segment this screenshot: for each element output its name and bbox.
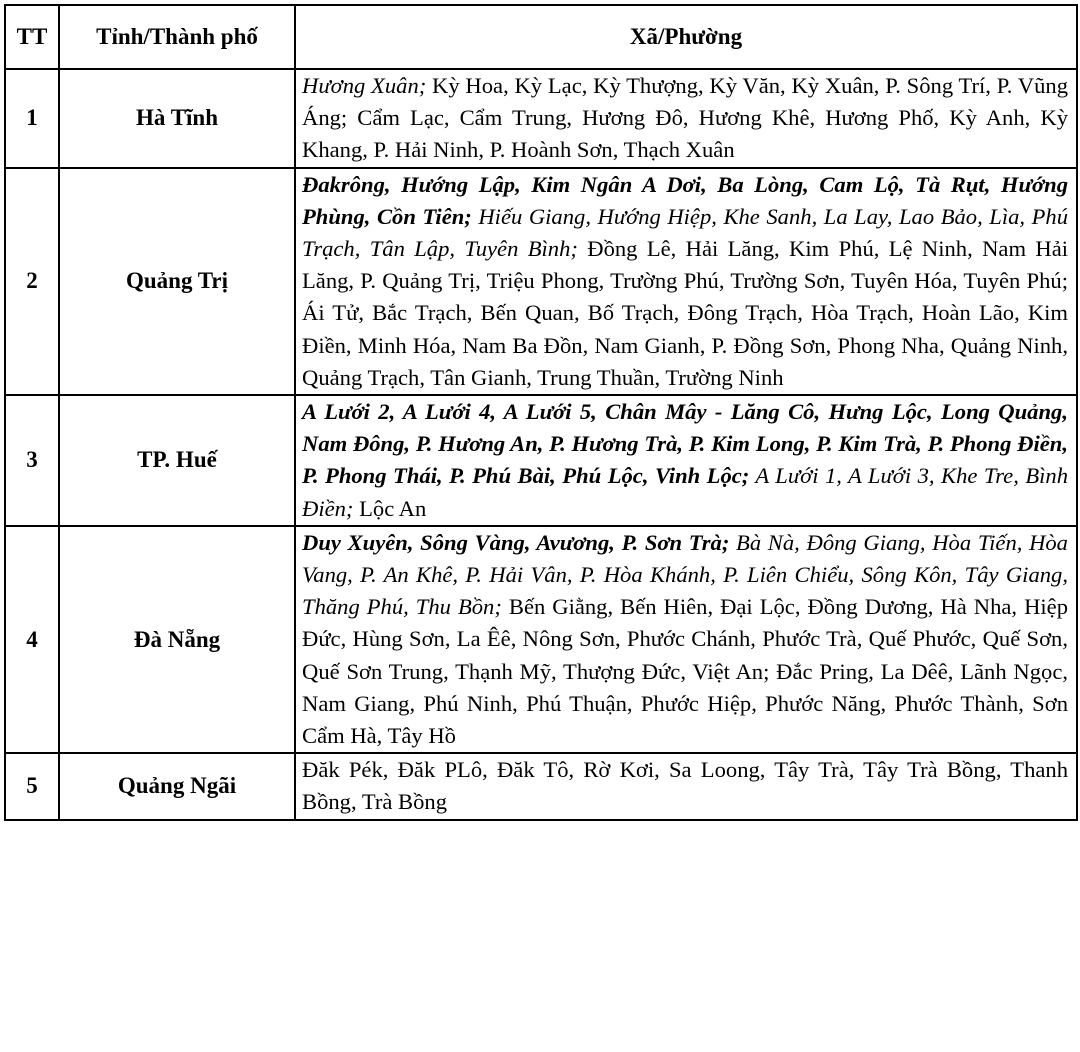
ward-list: [295, 395, 1077, 526]
province-name: Đà Nẵng: [59, 526, 295, 753]
table-row: [5, 395, 1077, 526]
ward-segment: Hiếu Giang, Hướng Hiệp, Khe Sanh, La Lay, Lao Bảo, Lìa, Phú Trạch, Tân Lập, Tuyên Bình;: [302, 203, 1069, 262]
row-number: 3: [5, 395, 59, 526]
province-name: TP. Huế: [59, 395, 295, 526]
ward-segment: Hương Xuân;: [302, 73, 427, 98]
row-number: 5: [5, 753, 59, 819]
ward-segment: Đồng Lê, Hải Lăng, Kim Phú, Lệ Ninh, Nam Hải Lăng, P. Quảng Trị, Triệu Phong, Trường Phú, Trường Sơn, Tuyên Hóa, Tuyên Phú; Ái Tử, Bắc Trạch, Bến Quan, Bố Trạch, Đông Trạch, Hòa Trạch, Hoàn Lão, Kim Điền, Minh Hóa, Nam Ba Đồn, Nam Gianh, P. Đồng Sơn, Phong Nha, Quảng Ninh, Quảng Trạch, Tân Gianh, Trung Thuần, Trường Ninh: [302, 236, 1068, 390]
ward-segment: Đakrông, Hướng Lập, Kim Ngân A Dơi, Ba Lòng, Cam Lộ, Tà Rụt, Hướng Phùng, Cồn Tiên;: [302, 171, 1068, 229]
ward-segment: Đăk Pék, Đăk PLô, Đăk Tô, Rờ Kơi, Sa Loong, Tây Trà, Tây Trà Bồng, Thanh Bồng, Trà Bồng: [302, 757, 1068, 815]
wards-table: [4, 4, 1078, 821]
ward-segment: A Lưới 1, A Lưới 3, Khe Tre, Bình Điền;: [302, 463, 1068, 521]
row-number: 1: [5, 69, 59, 168]
ward-list: [295, 753, 1077, 819]
row-number: 4: [5, 526, 59, 753]
province-name: Quảng Ngãi: [59, 753, 295, 819]
ward-list: [295, 69, 1077, 168]
header-tt: TT: [5, 5, 59, 69]
ward-segment: Lộc An: [353, 495, 427, 521]
province-name: Hà Tĩnh: [59, 69, 295, 168]
table-row: [5, 753, 1077, 819]
header-wards: Xã/Phường: [295, 5, 1077, 69]
ward-segment: Kỳ Hoa, Kỳ Lạc, Kỳ Thượng, Kỳ Văn, Kỳ Xuân, P. Sông Trí, P. Vũng Áng; Cẩm Lạc, Cẩm Trung, Hương Đô, Hương Khê, Hương Phố, Kỳ Anh, Kỳ Khang, P. Hải Ninh, P. Hoành Sơn, Thạch Xuân: [302, 73, 1069, 163]
row-number: 2: [5, 168, 59, 395]
ward-list: [295, 526, 1077, 753]
table-row: [5, 526, 1077, 753]
ward-segment: Bà Nà, Đông Giang, Hòa Tiến, Hòa Vang, P. An Khê, P. Hải Vân, P. Hòa Khánh, P. Liên Chiểu, Sông Kôn, Tây Giang, Thăng Phú, Thu Bồn;: [302, 529, 1068, 620]
ward-segment: Bến Giằng, Bến Hiên, Đại Lộc, Đồng Dương, Hà Nha, Hiệp Đức, Hùng Sơn, La Êê, Nông Sơn, Phước Chánh, Phước Trà, Quế Phước, Quế Sơn, Quế Sơn Trung, Thạnh Mỹ, Thượng Đức, Việt An; Đắc Pring, La Dêê, Lãnh Ngọc, Nam Giang, Phú Ninh, Phú Thuận, Phước Hiệp, Phước Năng, Phước Thành, Sơn Cẩm Hà, Tây Hồ: [302, 594, 1068, 749]
table-row: [5, 168, 1077, 395]
province-name: Quảng Trị: [59, 168, 295, 395]
header-province: Tỉnh/Thành phố: [59, 5, 295, 69]
table-row: [5, 69, 1077, 168]
ward-list: [295, 168, 1077, 395]
table-header-row: [5, 5, 1077, 69]
ward-segment: Duy Xuyên, Sông Vàng, Avương, P. Sơn Trà;: [302, 529, 730, 555]
ward-segment: A Lưới 2, A Lưới 4, A Lưới 5, Chân Mây - Lăng Cô, Hưng Lộc, Long Quảng, Nam Đông, P. Hương An, P. Hương Trà, P. Kim Long, P. Kim Trà, P. Phong Điền, P. Phong Thái, P. Phú Bài, Phú Lộc, Vinh Lộc;: [302, 399, 1068, 489]
